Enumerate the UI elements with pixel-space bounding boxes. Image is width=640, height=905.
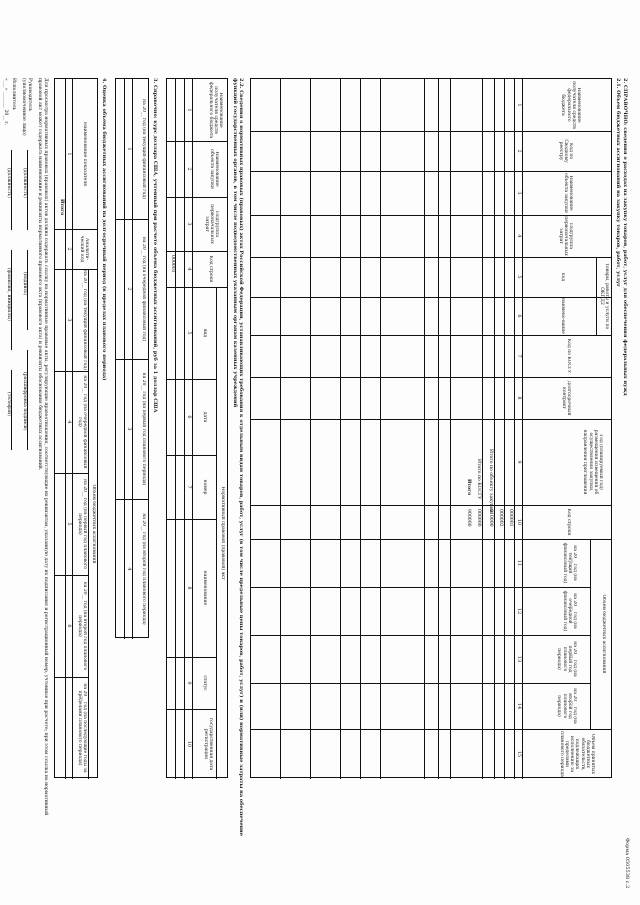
s22-col-kind: вид bbox=[202, 328, 207, 338]
col-y-p2: на 20__ год (на второй год планового периода) bbox=[556, 688, 577, 724]
s22-col-status: статус bbox=[202, 675, 207, 691]
s22-colnum-1: 1 bbox=[186, 108, 192, 112]
s2-colnum-15: 15 bbox=[516, 750, 522, 758]
col-after: Объем принятых бюджетных обязательств, подлежащих исполнению за пределами планового периода bbox=[558, 731, 595, 777]
s4-colnum-2: 2 bbox=[66, 247, 72, 251]
col-line-code: Код строки bbox=[566, 508, 571, 536]
s3-colnum-1: 1 bbox=[126, 147, 132, 151]
s22-colnum-9: 9 bbox=[186, 681, 192, 685]
s3-colnum-3: 3 bbox=[126, 427, 132, 431]
s3-colnum-4: 4 bbox=[126, 567, 132, 571]
s2-colnum-6: 6 bbox=[516, 314, 522, 318]
s3-col-1: на 20__ год (на текущий финансовый год) bbox=[141, 99, 146, 199]
s4-col-4: на 20__ год (на второй год планового периода) bbox=[76, 581, 87, 671]
s2-total: Итого bbox=[466, 479, 471, 496]
footnote: Для просмотра нормативных правовых (правовых) актов должна содержать ссылку на нормативные правовые акты, регулирующие правоотношения, соответствующие их реквизитам, указанную дату их подписания и регистрационный номер, учтенные при расчете; при этом ссылка на нормативный правовой акт может содержать наименование и реквизиты нормативного правового акта (правового акта) и реквизиты обоснования бюджетных ассигнований. bbox=[37, 78, 48, 816]
s22-colnum-8: 8 bbox=[186, 586, 192, 590]
section21-subtitle: 2.1. Объем бюджетных ассигнований на закупку товаров, работ, услуг bbox=[615, 78, 621, 288]
col-okpd-name: наимено-вание bbox=[560, 298, 565, 334]
s2-colnum-13: 13 bbox=[516, 655, 522, 663]
s2-colnum-10: 10 bbox=[516, 518, 522, 526]
s22-col-recipient: Наименование получателя средств федерального бюджета bbox=[207, 81, 223, 139]
section22-title: 2.2. Сведения о нормативных правовых (правовых) актах Российской Федерации, устанавливающих требования к отдельным видам товаров, работ, услуг (в том числе предельные цены товаров, работ, услуг) и (или) нормативные затраты на обеспечение функций государственных органов, в том числе подведомственных указанным органам казенных учреждений bbox=[232, 78, 244, 836]
s22-col-subgroup: Подгруппа первоначальных затрат bbox=[203, 204, 219, 244]
s4-col-group: Объем бюджетных ассигнований bbox=[91, 484, 96, 564]
s4-col-1: на 20__ год (на текущий финансовый год) bbox=[82, 270, 87, 370]
s2-colnum-14: 14 bbox=[516, 702, 522, 710]
s2-colnum-2: 2 bbox=[516, 149, 522, 153]
col-object-name: Наименование объекта закупки bbox=[562, 173, 573, 213]
col-okpd-group: Товары, работы и услуги по ОКПД2 bbox=[598, 262, 609, 330]
s22-col-reg-date: государственная дата регистрации bbox=[202, 717, 213, 771]
s4-colnum-3: 3 bbox=[66, 318, 72, 322]
s2-row-code-2: 000002 bbox=[498, 509, 503, 527]
s22-col-object: Наименование объекта закупки bbox=[208, 149, 219, 189]
s22-colnum-3: 3 bbox=[186, 222, 192, 226]
col-y-p1: на 20__ год (на первый год планового периода) bbox=[556, 641, 577, 677]
s2-colnum-5: 5 bbox=[516, 275, 522, 279]
s22-colnum-4: 4 bbox=[186, 267, 192, 271]
section2-title: 2. СПРАВОЧНО: сведения о расходах на закупку товаров, работ, услуг для обеспечения федеральных нужд bbox=[622, 78, 628, 396]
form-code: Форма 0505538 с.2 bbox=[624, 838, 630, 889]
col-subgroup: Подгруппа первоначальных затрат bbox=[557, 216, 573, 256]
s22-col-date: дата bbox=[202, 411, 207, 423]
col-recipient: Наименование получателя средств федерального бюджета bbox=[560, 81, 581, 129]
col-okpd-code: код bbox=[560, 272, 565, 282]
s2-colnum-4: 4 bbox=[516, 234, 522, 238]
s2-row-code-5: 900000 bbox=[466, 509, 471, 527]
head-signature: (подпись) bbox=[22, 272, 27, 296]
section3-table bbox=[115, 78, 149, 638]
exec-position: (должность) bbox=[6, 168, 11, 198]
head-decoding: (расшифровка подписи) bbox=[22, 372, 27, 431]
col-code-reestr: Код по Сводному реестру bbox=[557, 139, 573, 163]
col-y-cur: на 20__ год (на текущий финансовый год) bbox=[561, 542, 577, 584]
s2-total-kosgu: Итого по КОСГУ bbox=[476, 459, 481, 500]
s2-colnum-9: 9 bbox=[516, 460, 522, 464]
col-plan-year: Год (планируемый год) размещения извещения об осуществлении закупки, направления приглашения bbox=[582, 429, 603, 495]
s2-row-code-3: 010000 bbox=[488, 509, 493, 527]
s4-colnum-6: 6 bbox=[66, 624, 72, 628]
exec-label: Исполнитель bbox=[11, 78, 16, 111]
s4-col-3: на 20__ год (на первый год планового периода) bbox=[76, 479, 87, 569]
s4-col-name: Наименование показателя bbox=[82, 122, 87, 186]
s3-colnum-2: 2 bbox=[126, 287, 132, 291]
s2-colnum-1: 1 bbox=[516, 103, 522, 107]
sign-date: «___» _______ 20__ г. bbox=[3, 78, 8, 126]
s22-col-act: Нормативный правовой (правовой) акт bbox=[220, 486, 225, 580]
section4-table bbox=[54, 78, 98, 778]
section3-title: 3. Справочно: курс доллара США, учтенный при расчете объема бюджетных ассигнований, руб за 1 доллар США bbox=[152, 78, 158, 413]
section2-table bbox=[250, 78, 612, 778]
section4-title: 4. Оценка объема бюджетных ассигнований на долгосрочный период (в пределах планового периода) bbox=[101, 78, 107, 381]
col-kosgu: Код по КОСГУ bbox=[566, 338, 571, 374]
col-volume-group: Объем бюджетных ассигнований bbox=[601, 594, 606, 674]
col-long-term: Долгосрочный контракт bbox=[560, 380, 571, 416]
s2-colnum-12: 12 bbox=[516, 607, 522, 615]
s2-colnum-7: 7 bbox=[516, 354, 522, 358]
s22-colnum-5: 5 bbox=[186, 331, 192, 335]
s2-row-code-4: 000000 bbox=[476, 509, 481, 527]
s4-col-2: на 20__ год (на очередной финансовый год) bbox=[76, 375, 87, 469]
exec-phone: (телефон) bbox=[6, 392, 11, 416]
s22-colnum-2: 2 bbox=[186, 167, 192, 171]
s3-col-2: на 20__ год (на очередной финансовый год) bbox=[141, 236, 146, 342]
s3-col-4: на 20__ год (на второй год планового периода) bbox=[141, 513, 146, 625]
s4-col-code: Аналити-ческий код bbox=[78, 235, 89, 263]
s22-col-number: номер bbox=[202, 479, 207, 495]
s4-col-5: на 20__ год (на последующие годы за пределами планового периода) bbox=[76, 683, 87, 773]
s4-colnum-4: 4 bbox=[66, 420, 72, 424]
s4-total: Итого bbox=[59, 199, 64, 216]
head-label: Руководитель (уполномоченное лицо) bbox=[21, 78, 32, 136]
s22-colnum-10: 10 bbox=[186, 740, 192, 748]
exec-name: (фамилия, инициалы) bbox=[6, 268, 11, 321]
s2-colnum-8: 8 bbox=[516, 396, 522, 400]
s22-colnum-7: 7 bbox=[186, 485, 192, 489]
s2-total-object: Итого по объекту закупки bbox=[488, 449, 493, 513]
s2-row-code-1: 000001 bbox=[508, 509, 513, 527]
col-y-next: на 20__ год (на очередной финансовый год) bbox=[561, 590, 577, 632]
s4-colnum-1: 1 bbox=[66, 152, 72, 156]
s2-colnum-3: 3 bbox=[516, 191, 522, 195]
s3-col-3: на 20__ год (на первый год планового периода) bbox=[141, 372, 146, 486]
s22-col-name: наименование bbox=[202, 570, 207, 606]
section22-table bbox=[166, 78, 228, 778]
head-position: (должность) bbox=[22, 168, 27, 198]
s4-colnum-5: 5 bbox=[66, 522, 72, 526]
s22-colnum-6: 6 bbox=[186, 415, 192, 419]
s22-col-line-code: Код строки bbox=[208, 255, 213, 283]
s2-colnum-11: 11 bbox=[516, 559, 522, 567]
s22-row-code: 000001 bbox=[170, 255, 175, 273]
